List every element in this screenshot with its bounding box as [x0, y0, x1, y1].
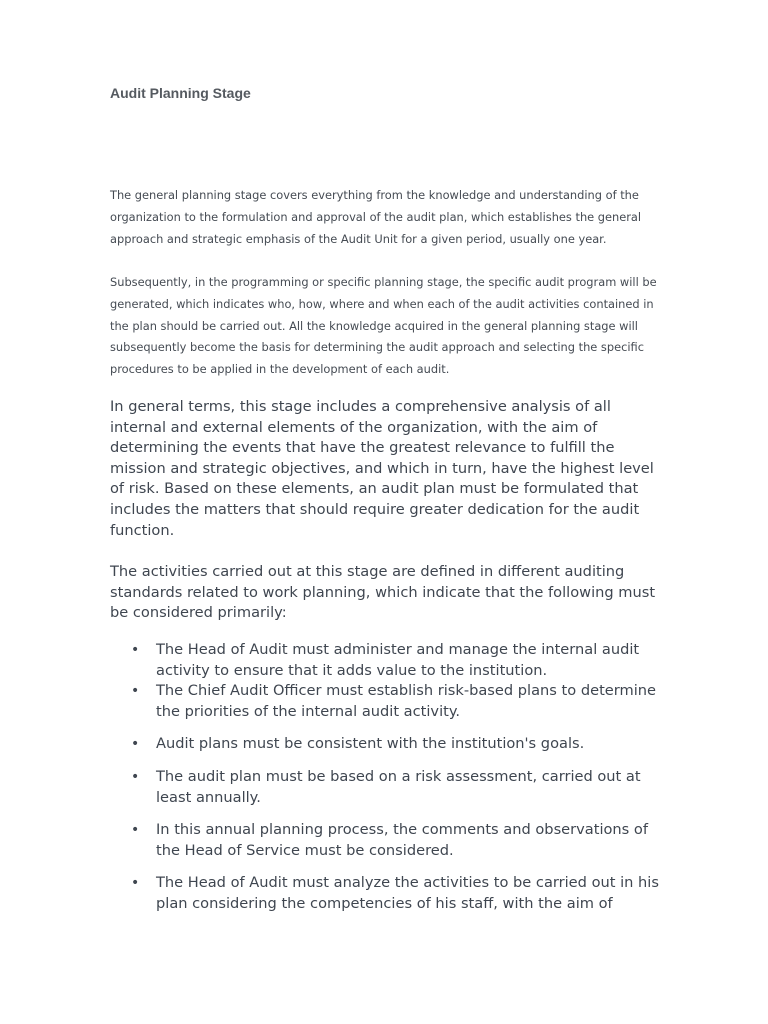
list-item-text: The Head of Audit must administer and manage the internal audit activity to ensure that it adds value to the institution.: [156, 641, 640, 679]
bullet-icon: •: [131, 683, 140, 700]
bullet-icon: •: [131, 736, 140, 753]
bullet-icon: •: [131, 768, 140, 785]
list-item-text: The Chief Audit Officer must establish risk-based plans to determine the priorities of the internal audit activity.: [156, 682, 657, 720]
bullet-icon: •: [131, 822, 140, 839]
list-item: [110, 681, 670, 722]
intro-paragraph: The general planning stage covers everything from the knowledge and understanding of the organization to the formulation and approval of the audit plan, which establishes the general approach and strategic emphasis of the Audit Unit for a given period, usually one year.: [110, 188, 642, 246]
list-item-text: The Head of Audit must analyze the activities to be carried out in his plan considering the competencies of his staff, with the aim of: [156, 874, 659, 912]
list-item-text: In this annual planning process, the comments and observations of the Head of Service must be considered.: [156, 821, 648, 859]
general-terms-paragraph: In general terms, this stage includes a comprehensive analysis of all internal and external elements of the organization, with the aim of determining the events that have the greatest relevance to fulfill the mission and strategic objectives, and which in turn, have the highest level of risk. Based on these elements, an audit plan must be formulated that includes the matters that should require greater dedication for the audit function.: [110, 398, 654, 539]
activities-paragraph: The activities carried out at this stage are defined in different auditing standards related to work planning, which indicate that the following must be considered primarily:: [110, 563, 656, 622]
list-item: [110, 767, 670, 808]
programming-stage-paragraph: Subsequently, in the programming or specific planning stage, the specific audit program will be generated, which indicates who, how, where and when each of the audit activities contained in the plan should be carried out. All the knowledge acquired in the general planning stage will subsequently become the basis for determining the audit approach and selecting the specific procedures to be applied in the development of each audit.: [110, 275, 657, 377]
list-item-text: The audit plan must be based on a risk assessment, carried out at least annually.: [156, 767, 641, 806]
bullet-icon: •: [131, 875, 140, 892]
bullet-icon: •: [131, 642, 140, 658]
standards-bullet-list: [110, 640, 670, 927]
list-item: [110, 820, 670, 861]
list-item: [110, 873, 670, 914]
list-item: [110, 640, 670, 681]
document-title: Audit Planning Stage: [110, 85, 251, 101]
list-item-text: Audit plans must be consistent with the institution's goals.: [156, 735, 585, 753]
list-item: [110, 734, 670, 755]
